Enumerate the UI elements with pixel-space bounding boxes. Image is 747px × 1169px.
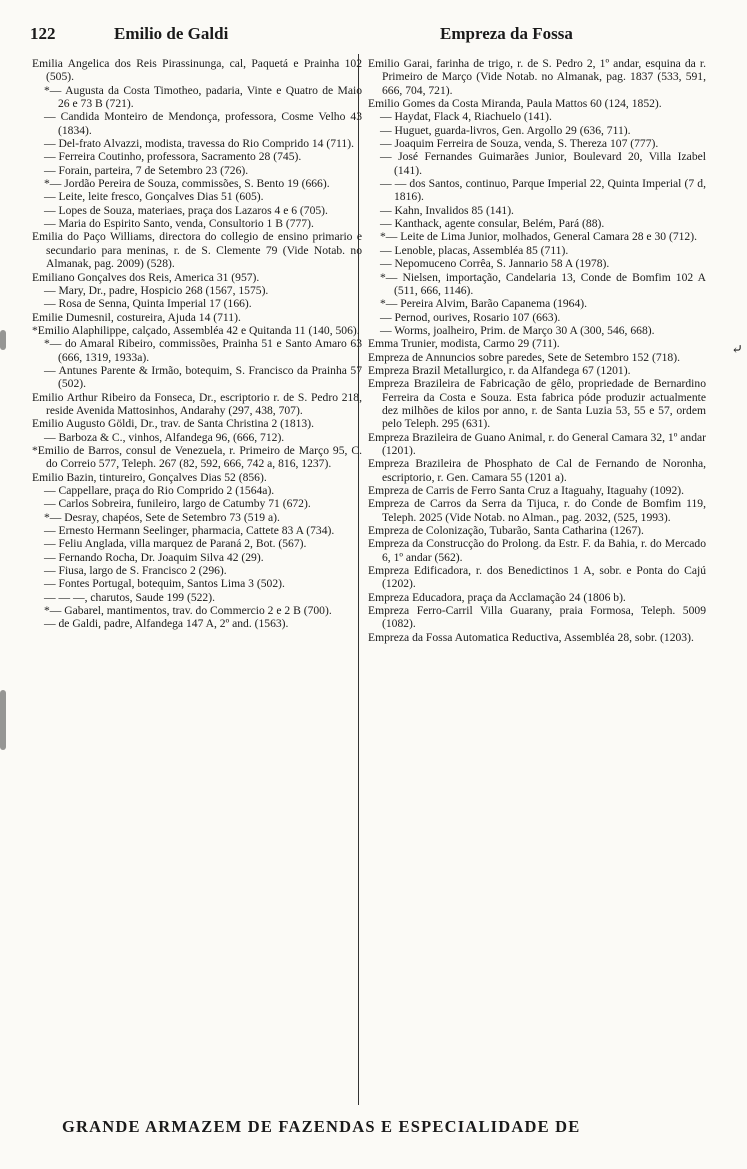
directory-entry: *— Desray, chapéos, Sete de Setembro 73 (519 a). (44, 510, 280, 524)
directory-entry: — Kanthack, agente consular, Belém, Pará (88). (380, 217, 605, 231)
directory-entry: *Emilio de Barros, consul de Venezuela, r. Primeiro de Março 95, C. do Correio 577, Teleph. 267 (82, 592, 666, 742 a, 816, 1237). (32, 443, 362, 471)
directory-entry: — Maria do Espirito Santo, venda, Consultorio 1 B (777). (44, 217, 314, 231)
directory-entry: Empreza Edificadora, r. dos Benedictinos 1 A, sobr. e Ponta do Cajú (1202). (368, 564, 706, 591)
directory-entry: — Lenoble, placas, Assembléa 85 (711). (380, 243, 569, 257)
directory-entry: Empreza da Construcção do Prolong. da Estr. F. da Bahia, r. do Mercado 6, 1º andar (562). (368, 537, 706, 564)
directory-entry: *— Nielsen, importação, Candelaria 13, Conde de Bomfim 102 A (511, 666, 1146). (380, 270, 706, 297)
right-column (368, 57, 706, 644)
directory-entry: Empreza Ferro-Carril Villa Guarany, praia Formosa, Teleph. 5009 (1082). (368, 604, 706, 631)
margin-mark-icon: ⤶ (731, 343, 743, 358)
directory-entry: — Leite, leite fresco, Gonçalves Dias 51 (605). (44, 190, 264, 204)
directory-entry: — Fiusa, largo de S. Francisco 2 (296). (44, 564, 227, 578)
directory-entry: — Ernesto Hermann Seelinger, pharmacia, Cattete 83 A (734). (44, 524, 335, 538)
directory-entry: *— do Amaral Ribeiro, commissões, Prainha 51 e Santo Amaro 63 (666, 1319, 1933a). (44, 337, 362, 364)
directory-entry: Emilie Dumesnil, costureira, Ajuda 14 (711). (32, 310, 241, 324)
directory-entry: Emilio Bazin, tintureiro, Gonçalves Dias 52 (856). (32, 470, 267, 484)
directory-entry: — Carlos Sobreira, funileiro, largo de Catumby 71 (672). (44, 497, 311, 511)
page-header (30, 24, 709, 48)
directory-entry: Empreza da Fossa Automatica Reductiva, Assembléa 28, sobr. (1203). (368, 630, 694, 644)
directory-entry: Emilio Gomes da Costa Miranda, Paula Mattos 60 (124, 1852). (368, 97, 662, 111)
directory-entry: Empreza de Colonização, Tubarão, Santa Catharina (1267). (368, 524, 644, 538)
directory-entry: — Feliu Anglada, villa marquez de Paraná 2, Bot. (567). (44, 537, 307, 551)
directory-entry: Empreza Brazileira de Fabricação de gêlo, propriedade de Bernardino Ferreira da Costa e Souza. Esta fabrica póde produzir actualmente dez milhões de kilos por anno, r. de Santa Luzia 53, 55 e 57, ordem pelo Teleph. 295 (631). (368, 377, 706, 431)
header-left-title: Emilio de Galdi (114, 24, 229, 43)
directory-entry: Emiliano Gonçalves dos Reis, America 31 (957). (32, 270, 260, 284)
directory-entry: Emilia do Paço Williams, directora do collegio de ensino primario e secundario para meninas, r. de S. Clemente 79 (Vide Notab. no Almanak, pag. 2009) (528). (32, 230, 362, 271)
left-column (32, 57, 362, 631)
directory-entry: — Pernod, ourives, Rosario 107 (663). (380, 310, 561, 324)
directory-entry: — — dos Santos, continuo, Parque Imperial 22, Quinta Imperial (7 d, 1816). (380, 177, 706, 204)
directory-entry: — Worms, joalheiro, Prim. de Março 30 A (300, 546, 668). (380, 323, 655, 337)
directory-entry: — Joaquim Ferreira de Souza, venda, S. Thereza 107 (777). (380, 137, 659, 151)
directory-entry: *— Jordão Pereira de Souza, commissões, S. Bento 19 (666). (44, 177, 330, 191)
directory-entry: — Candida Monteiro de Mendonça, professora, Cosme Velho 43 (1834). (44, 110, 362, 137)
directory-entry: — Ferreira Coutinho, professora, Sacramento 28 (745). (44, 150, 302, 164)
directory-entry: Emilio Augusto Göldi, Dr., trav. de Santa Christina 2 (1813). (32, 417, 314, 431)
directory-entry: — Fernando Rocha, Dr. Joaquim Silva 42 (29). (44, 550, 264, 564)
directory-entry: — Mary, Dr., padre, Hospicio 268 (1567, 1575). (44, 283, 269, 297)
directory-entry: — Rosa de Senna, Quinta Imperial 17 (166). (44, 297, 252, 311)
directory-entry: Empreza de Carris de Ferro Santa Cruz a Itaguahy, Itaguahy (1092). (368, 484, 685, 497)
directory-entry: — Haydat, Flack 4, Riachuelo (141). (380, 110, 552, 124)
directory-entry: Empreza Educadora, praça da Acclamação 24 (1806 b). (368, 590, 626, 604)
page-footer-banner: GRANDE ARMAZEM DE FAZENDAS E ESPECIALIDADE DE (62, 1117, 581, 1136)
directory-entry: — — —, charutos, Saude 199 (522). (44, 590, 215, 604)
directory-entry: — Forain, parteira, 7 de Setembro 23 (726). (44, 163, 249, 177)
directory-entry: *Emilio Alaphilippe, calçado, Assembléa 42 e Quitanda 11 (140, 506). (32, 323, 360, 337)
directory-entry: — José Fernandes Guimarães Junior, Boulevard 20, Villa Izabel (141). (380, 150, 706, 177)
directory-entry: — de Galdi, padre, Alfandega 147 A, 2º and. (1563). (44, 617, 289, 631)
directory-entry: Emilia Angelica dos Reis Pirassinunga, cal, Paquetá e Prainha 102 (505). (32, 57, 362, 84)
directory-entry: Empreza Brazileira de Guano Animal, r. do General Camara 32, 1º andar (1201). (368, 430, 706, 457)
directory-entry: Emma Trunier, modista, Carmo 29 (711). (368, 337, 560, 351)
directory-entry: — Nepomuceno Corrêa, S. Jannario 58 A (1978). (380, 257, 610, 271)
directory-entry: — Barboza & C., vinhos, Alfandega 96, (666, 712). (44, 430, 285, 444)
directory-entry: — Antunes Parente & Irmão, botequim, S. Francisco da Prainha 57 (502). (44, 363, 362, 391)
page-edge-stain (0, 330, 6, 350)
directory-entry: Emilio Garai, farinha de trigo, r. de S. Pedro 2, 1º andar, esquina da r. Primeiro de Março (Vide Notab. no Almanak, pag. 1837 (533, 591, 666, 704, 721). (368, 57, 706, 97)
header-right-title: Empreza da Fossa (440, 24, 573, 43)
directory-entry: *— Augusta da Costa Timotheo, padaria, Vinte e Quatro de Maio 26 e 73 B (721). (44, 83, 362, 111)
directory-entry: Empreza Brazil Metallurgico, r. da Alfandega 67 (1201). (368, 363, 631, 377)
directory-entry: Empreza Brazileira de Phosphato de Cal de Fernando de Noronha, escriptorio, r. Gen. Camara 55 (1201 a). (368, 457, 706, 484)
directory-entry: *— Pereira Alvim, Barão Capanema (1964). (380, 297, 588, 311)
directory-entry: Emilio Arthur Ribeiro da Fonseca, Dr., escriptorio r. de S. Pedro 218, reside Avenida Mattosinhos, Andarahy (297, 438, 707). (32, 390, 362, 417)
page-number: 122 (30, 24, 56, 43)
directory-entry: Empreza de Carros da Serra da Tijuca, r. do Conde de Bomfim 119, Teleph. 2025 (Vide Notab. no Alman., pag. 2032, (525, 1993). (368, 497, 706, 524)
page-edge-stain (0, 690, 6, 750)
directory-entry: *— Leite de Lima Junior, molhados, General Camara 28 e 30 (712). (380, 230, 697, 244)
directory-entry: — Lopes de Souza, materiaes, praça dos Lazaros 4 e 6 (705). (44, 203, 328, 217)
directory-entry: — Huguet, guarda-livros, Gen. Argollo 29 (636, 711). (380, 123, 631, 137)
directory-entry: — Cappellare, praça do Rio Comprido 2 (1564a). (44, 484, 275, 497)
directory-entry: Empreza de Annuncios sobre paredes, Sete de Setembro 152 (718). (368, 350, 680, 364)
directory-entry: — Del-frato Alvazzi, modista, travessa do Rio Comprido 14 (711). (44, 137, 354, 151)
directory-entry: — Kahn, Invalidos 85 (141). (380, 203, 514, 217)
directory-entry: — Fontes Portugal, botequim, Santos Lima 3 (502). (44, 577, 285, 591)
directory-entry: *— Gabarel, mantimentos, trav. do Commercio 2 e 2 B (700). (44, 604, 332, 618)
